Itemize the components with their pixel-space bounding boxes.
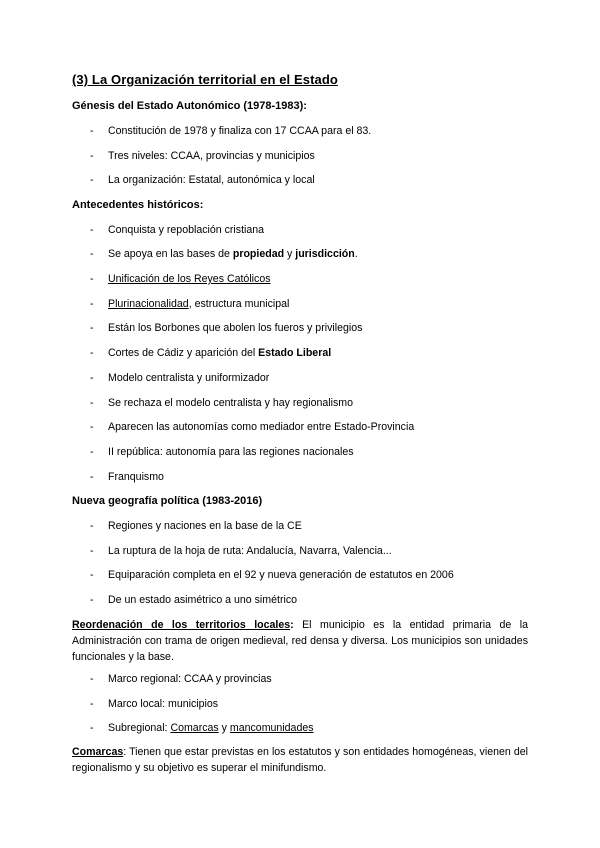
section-heading-genesis: Génesis del Estado Autonómico (1978-1983): <box>72 100 307 112</box>
list-item <box>90 248 358 260</box>
list-item <box>90 722 314 734</box>
dash: - <box>90 569 94 581</box>
list-item-text: Modelo centralista y uniformizador <box>108 372 270 384</box>
paragraph-text: : Tienen que estar previstas en los estatutos y son entidades homogéneas, vienen del regionalismo y su objetivo es superar el minifundismo. <box>72 746 528 774</box>
dash: - <box>90 421 94 433</box>
page-title: (3) La Organización territorial en el Estado <box>72 72 338 87</box>
dash: - <box>90 372 94 384</box>
list-item <box>90 673 272 685</box>
list-item <box>90 520 302 532</box>
list-item-text: Están los Borbones que abolen los fueros y privilegios <box>108 322 363 334</box>
paragraph-lead: Comarcas <box>72 746 124 758</box>
dash: - <box>90 125 94 137</box>
list-item <box>90 545 392 557</box>
list-item-text: Marco regional: CCAA y provincias <box>108 673 272 685</box>
section-heading-antecedentes: Antecedentes históricos: <box>72 199 204 211</box>
list-item <box>90 174 315 186</box>
list-item-text: Aparecen las autonomías como mediador entre Estado-Provincia <box>108 421 415 433</box>
list-item-text: Se rechaza el modelo centralista y hay regionalismo <box>108 397 353 409</box>
dash: - <box>90 298 94 310</box>
list-item-text: La organización: Estatal, autonómica y local <box>108 174 315 186</box>
list-item-text: Tres niveles: CCAA, provincias y municipios <box>108 150 315 162</box>
list-item <box>90 594 297 606</box>
dash: - <box>90 322 94 334</box>
list-item <box>90 322 362 334</box>
dash: - <box>90 673 94 685</box>
paragraph-text: El municipio es la entidad primaria de la Administración con trama de origen medieval, red densa y diversa. Los municipios son unidades funcionales y la base. <box>72 619 528 663</box>
list-item <box>90 298 289 310</box>
dash: - <box>90 397 94 409</box>
list-item-text: . <box>354 248 358 260</box>
paragraph-lead: Reordenación de los territorios locales <box>72 619 291 631</box>
underlined-term: Unificación de los Reyes Católicos <box>108 273 271 285</box>
list-item <box>90 421 414 433</box>
list-item <box>90 397 353 409</box>
list-item-text: Se apoya en las bases de <box>108 248 233 260</box>
dash: - <box>90 520 94 532</box>
dash: - <box>90 224 94 236</box>
list-item <box>90 446 354 458</box>
list-item <box>90 125 371 137</box>
dash: - <box>90 471 94 483</box>
dash: - <box>90 446 94 458</box>
list-item <box>90 471 164 483</box>
list-item-text: La ruptura de la hoja de ruta: Andalucía, Navarra, Valencia... <box>108 545 392 557</box>
dash: - <box>90 698 94 710</box>
underlined-term: Plurinacionalidad <box>108 298 189 310</box>
list-item <box>90 273 271 285</box>
dash: - <box>90 722 94 734</box>
dash: - <box>90 174 94 186</box>
dash: - <box>90 150 94 162</box>
list-item-text: Marco local: municipios <box>108 698 219 710</box>
list-item-text: Constitución de 1978 y finaliza con 17 CCAA para el 83. <box>108 125 372 137</box>
dash: - <box>90 248 94 260</box>
list-item-text: , estructura municipal <box>188 298 290 310</box>
list-item <box>90 698 218 710</box>
paragraph-comarcas <box>72 744 528 776</box>
lead-colon: : <box>290 619 294 631</box>
list-item-text: y <box>284 248 296 260</box>
dash: - <box>90 273 94 285</box>
dash: - <box>90 594 94 606</box>
underlined-term: Comarcas <box>170 722 219 734</box>
list-item <box>90 372 269 384</box>
list-item-text: Equiparación completa en el 92 y nueva generación de estatutos en 2006 <box>108 569 454 581</box>
list-item <box>90 347 331 359</box>
bold-term: jurisdicción <box>295 248 355 260</box>
list-item-text: Subregional: <box>108 722 171 734</box>
bold-term: Estado Liberal <box>258 347 332 359</box>
list-item <box>90 569 454 581</box>
list-item-text: II república: autonomía para las regiones nacionales <box>108 446 354 458</box>
underlined-term: mancomunidades <box>229 722 314 734</box>
list-item <box>90 224 264 236</box>
paragraph-reordenacion <box>72 617 528 665</box>
list-item-text: Regiones y naciones en la base de la CE <box>108 520 302 532</box>
dash: - <box>90 545 94 557</box>
list-item-text: Franquismo <box>108 471 164 483</box>
list-item-text: y <box>218 722 230 734</box>
dash: - <box>90 347 94 359</box>
section-heading-nueva-geografia: Nueva geografía política (1983-2016) <box>72 495 263 507</box>
list-item <box>90 150 315 162</box>
list-item-text: Conquista y repoblación cristiana <box>108 224 265 236</box>
list-item-text: Cortes de Cádiz y aparición del <box>108 347 259 359</box>
bold-term: propiedad <box>232 248 285 260</box>
list-item-text: De un estado asimétrico a uno simétrico <box>108 594 298 606</box>
